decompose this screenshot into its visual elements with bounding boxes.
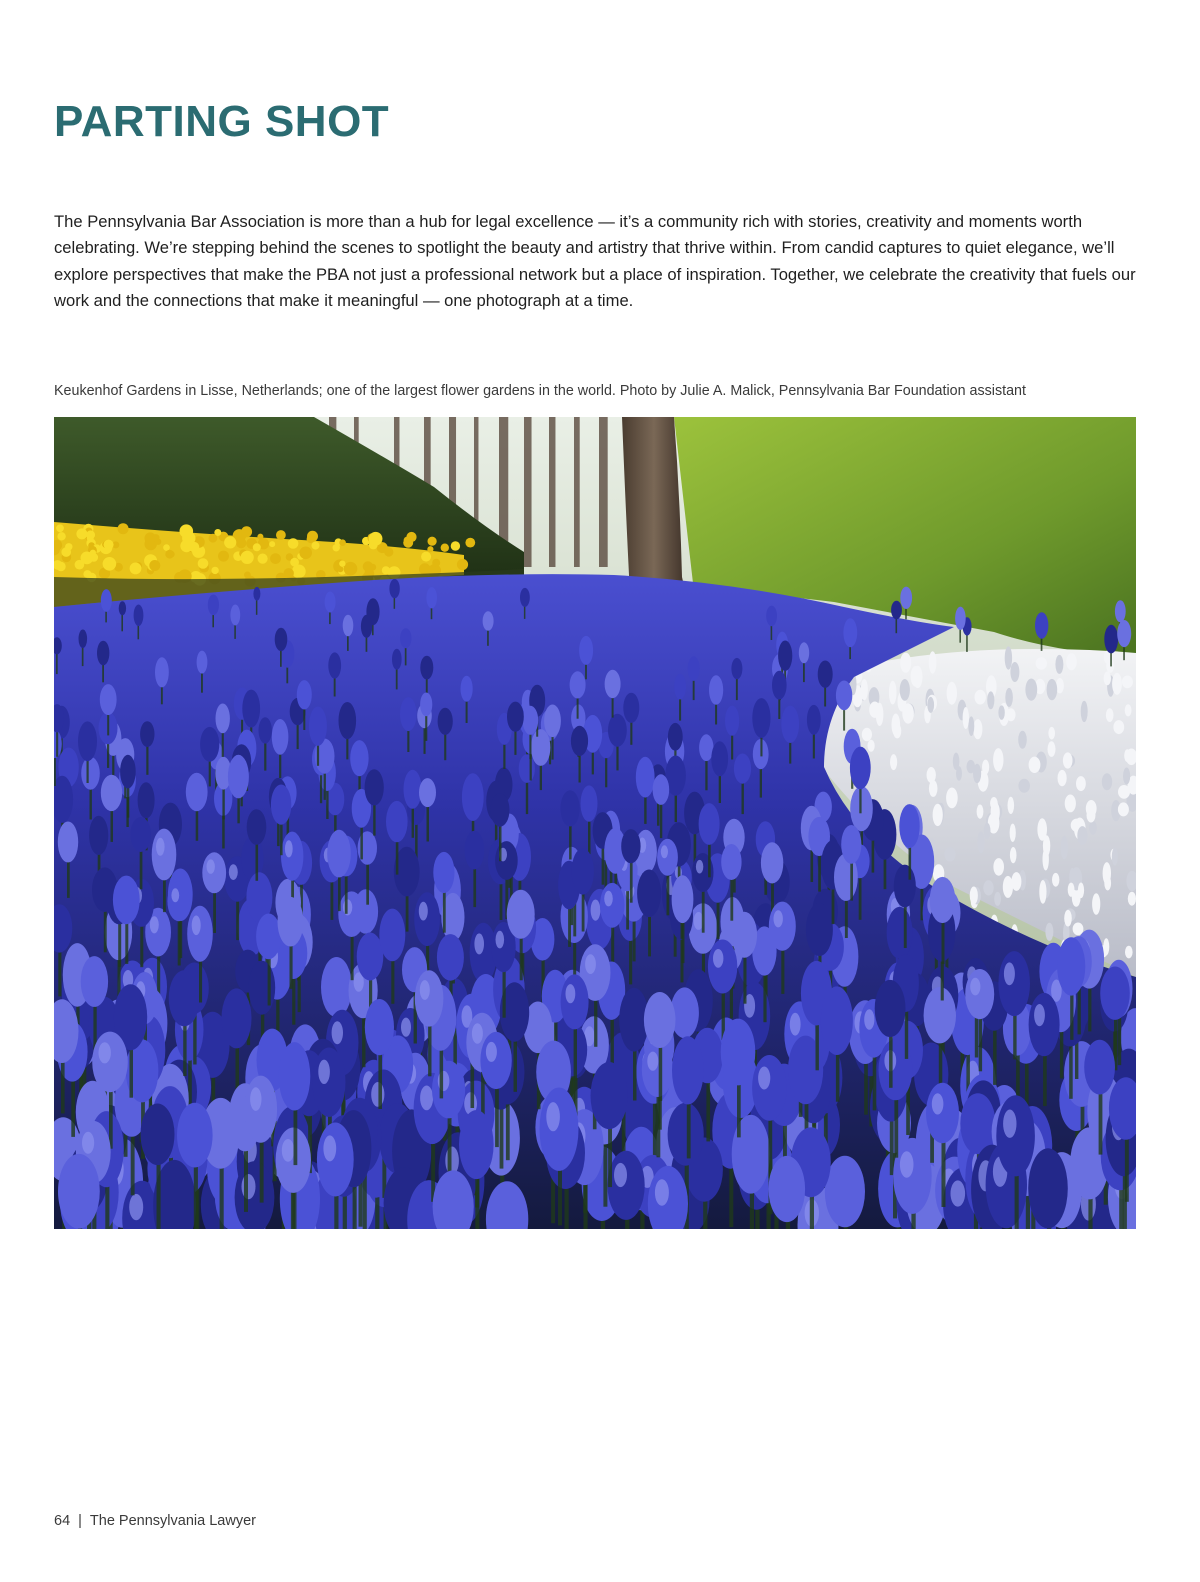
- footer-separator: |: [78, 1513, 82, 1529]
- intro-paragraph: The Pennsylvania Bar Association is more than a hub for legal excellence — it’s a community rich with stories, creativity and moments worth celebrating. We’re stepping behind the scenes to spotlight the beauty and artistry that thrive within. From candid captures to quiet elegance, we’ll explore perspectives that make the PBA not just a professional network but a place of inspiration. Together, we celebrate the creativity that fuels our work and the connections that make it meaningful — one photograph at a time.: [54, 212, 1136, 310]
- garden-photo: [54, 417, 1136, 1229]
- photo-caption: Keukenhof Gardens in Lisse, Netherlands; one of the largest flower gardens in the world. Photo by Julie A. Malick, Pennsylvania Bar Foundation assistant: [54, 383, 1026, 399]
- publication-name: The Pennsylvania Lawyer: [89, 1513, 256, 1529]
- garden-photo-illustration: [54, 417, 1136, 1229]
- page-number: 64: [54, 1513, 71, 1529]
- page-title: PARTING SHOT: [54, 97, 390, 146]
- page-footer: [54, 1511, 256, 1531]
